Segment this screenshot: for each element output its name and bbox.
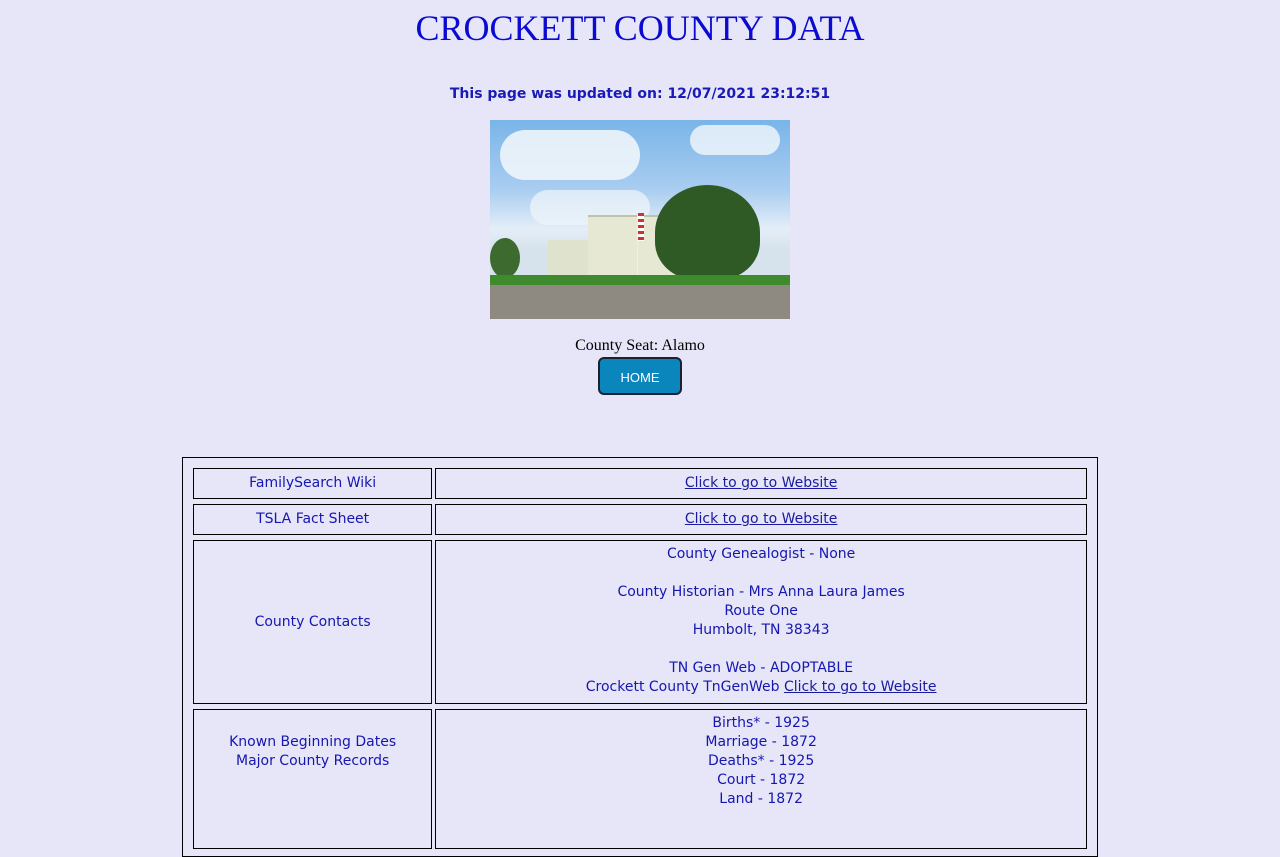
row-label: FamilySearch Wiki [193,468,432,499]
label-line: Major County Records [235,753,390,769]
cloud-shape [500,130,640,180]
cloud-shape [690,125,780,155]
home-button[interactable]: HOME [598,357,682,395]
row-label: County Contacts [193,540,432,704]
road-shape [490,285,790,319]
records-date-line: Land - 1872 [719,791,803,807]
tngenweb-status-line: TN Gen Web - ADOPTABLE [669,660,854,676]
row-label [193,709,432,849]
familysearch-wiki-link[interactable]: Click to go to Website [684,475,838,491]
spacer [438,640,1084,659]
address-line: Route One [724,603,798,619]
spacer [438,564,1084,583]
tree-shape [490,238,520,278]
records-date-line: Deaths* - 1925 [708,753,815,769]
table-row [193,540,1087,704]
genealogist-line: County Genealogist - None [666,546,856,562]
last-updated-text: This page was updated on: 12/07/2021 23:12:51 [449,86,831,102]
city-line: Humbolt, TN 38343 [692,622,830,638]
records-date-line: Births* - 1925 [712,715,810,731]
tngenweb-label: Crockett County TnGenWeb [585,679,780,695]
tsla-fact-sheet-link[interactable]: Click to go to Website [684,511,838,527]
row-value [435,504,1087,535]
courthouse-photo-container [0,120,1280,319]
county-data-table-container [182,457,1098,857]
tree-shape [655,185,760,280]
table-row [193,504,1087,535]
tngenweb-link[interactable]: Click to go to Website [783,679,937,695]
page-title: CROCKETT COUNTY DATA [415,8,865,48]
row-label: TSLA Fact Sheet [193,504,432,535]
tngenweb-line [438,678,1084,697]
building-wing-shape [548,240,593,277]
county-seat-text: County Seat: Alamo [575,337,705,354]
records-date-line: Court - 1872 [717,772,806,788]
records-date-line: Marriage - 1872 [705,734,817,750]
courthouse-photo [490,120,790,319]
table-row [193,709,1087,849]
row-value [435,540,1087,704]
county-data-table [190,463,1090,854]
label-line: Known Beginning Dates [229,734,397,750]
flag-shape [638,213,644,241]
row-value [435,709,1087,849]
table-row [193,468,1087,499]
row-value [435,468,1087,499]
historian-line: County Historian - Mrs Anna Laura James [617,584,905,600]
